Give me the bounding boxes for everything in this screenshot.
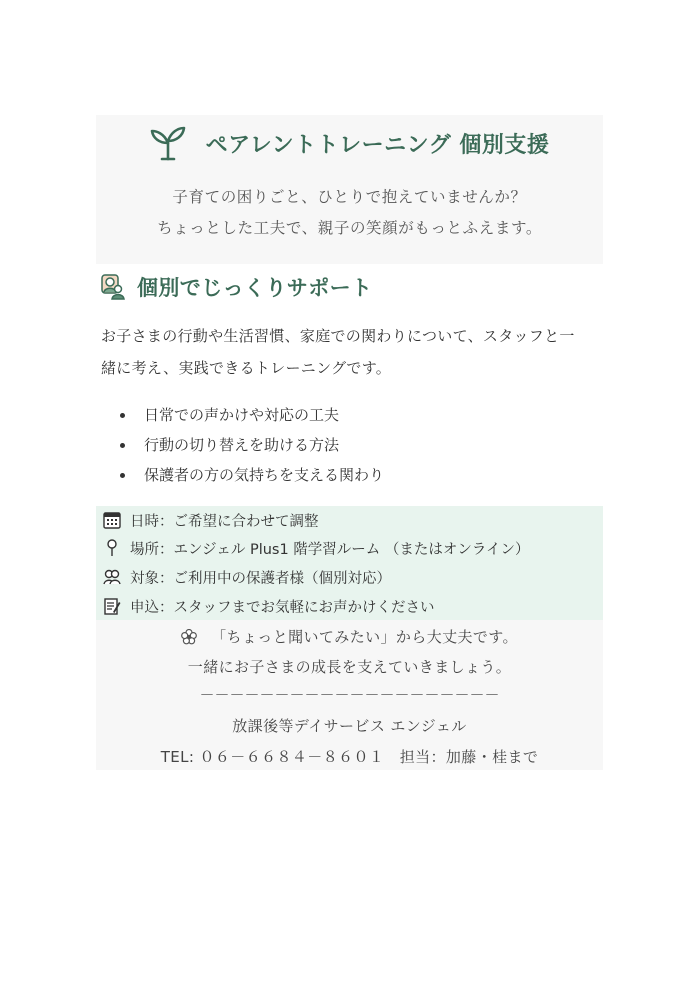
calendar-icon <box>103 511 121 529</box>
pin-icon <box>103 539 121 557</box>
bullet-icon <box>120 413 125 418</box>
title-row <box>96 121 603 165</box>
section-title: 個別でじっくりサポート <box>137 276 373 300</box>
info-row-target <box>103 563 391 591</box>
footer-message-1: 「ちょっと聞いてみたい」から大丈夫です。 <box>211 628 518 646</box>
subtitle-line-2: ちょっとした工夫で、親子の笑顔がもっとふえます。 <box>157 219 542 237</box>
info-row-place <box>103 534 529 562</box>
footer-message-2: 一緒にお子さまの成長を支えていきましょう。 <box>187 658 512 676</box>
flower-icon <box>181 629 197 645</box>
list-item-text: 行動の切り替えを助ける方法 <box>144 436 340 454</box>
footer-line-1 <box>96 626 603 647</box>
header-banner <box>96 115 603 264</box>
section-heading <box>101 270 372 304</box>
group-icon <box>103 568 121 586</box>
footer-banner <box>96 620 603 770</box>
info-row-datetime <box>103 506 319 534</box>
description-line-1: お子さまの行動や生活習慣、家庭での関わりについて、スタッフと一 <box>101 327 575 345</box>
bullet-icon <box>120 443 125 448</box>
info-box <box>96 506 603 620</box>
info-row-apply <box>103 592 435 620</box>
subtitle-line-1: 子育ての困りごと、ひとりで抱えていませんか？ <box>172 188 527 206</box>
list-item-text: 日常での声かけや対応の工夫 <box>144 406 340 424</box>
page-title: ペアレントトレーニング 個別支援 <box>205 132 550 158</box>
feature-list <box>120 402 384 492</box>
list-item-text: 保護者の方の気持ちを支える関わり <box>144 466 385 484</box>
sprout-icon <box>150 123 186 163</box>
contact-info: TEL: ０６－６６８４－８６０１ 担当：加藤・桂まで <box>160 748 539 766</box>
description-line-2: 緒に考え、実践できるトレーニングです。 <box>101 359 392 377</box>
info-target: 対象：ご利用中の保護者様（個別対応） <box>130 570 391 587</box>
list-item <box>120 402 384 432</box>
info-apply: 申込：スタッフまでお気軽にお声かけください <box>130 599 435 616</box>
memo-icon <box>103 597 121 615</box>
organization-name: 放課後等デイサービス エンジェル <box>232 717 467 735</box>
footer-divider: －－－－－－－－－－－－－－－－－－－－ <box>199 686 500 704</box>
people-icon <box>101 274 125 300</box>
info-place: 場所：エンジェル Plus1 階学習ルーム （またはオンライン） <box>130 541 530 558</box>
info-datetime: 日時：ご希望に合わせて調整 <box>130 513 319 530</box>
list-item <box>120 462 384 492</box>
bullet-icon <box>120 473 125 478</box>
list-item <box>120 432 384 462</box>
